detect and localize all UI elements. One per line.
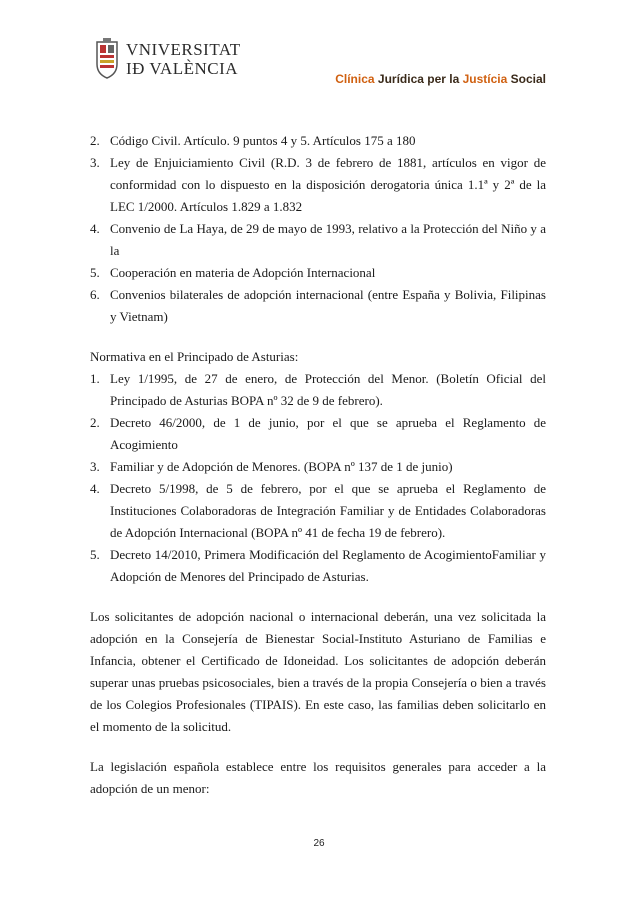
clinic-title-part4: Social xyxy=(507,72,546,86)
list-item xyxy=(90,544,546,588)
list-text: Familiar y de Adopción de Menores. (BOPA nº 137 de 1 de junio) xyxy=(110,459,453,474)
university-logo xyxy=(94,38,241,80)
list-number: 4. xyxy=(90,221,100,236)
list-item xyxy=(90,218,546,262)
list-text: Ley 1/1995, de 27 de enero, de Protección del Menor. (Boletín Oficial del Principado de Asturias BOPA nº 32 de 9 de febrero). xyxy=(110,371,546,408)
list-text: Cooperación en materia de Adopción Internacional xyxy=(110,265,376,280)
spacer xyxy=(90,328,546,346)
list-text: Decreto 5/1998, de 5 de febrero, por el que se aprueba el Reglamento de Instituciones Colaboradoras de Integración Familiar y de Entidades Colaboradoras de Adopción Internacional (BOPA nº 41 de fecha 19 de febrero). xyxy=(110,481,546,540)
clinic-title-part2: Jurídica per la xyxy=(374,72,463,86)
university-name-line2: IÐ VALÈNCIA xyxy=(126,59,239,78)
list-text: Convenios bilaterales de adopción internacional (entre España y Bolivia, Filipinas y Vietnam) xyxy=(110,287,546,324)
spacer xyxy=(90,588,546,606)
section-heading: Normativa en el Principado de Asturias: xyxy=(90,349,299,364)
page-number: 26 xyxy=(313,838,325,849)
list-number: 5. xyxy=(90,265,100,280)
clinic-title-part3: Justícia xyxy=(462,72,508,86)
list-item xyxy=(90,262,546,284)
clinic-title-part1: Clínica xyxy=(335,72,375,86)
list-item xyxy=(90,152,546,218)
list-number: 3. xyxy=(90,155,100,170)
clinic-title xyxy=(335,72,546,86)
list-item xyxy=(90,130,546,152)
list-item xyxy=(90,284,546,328)
list-item xyxy=(90,478,546,544)
list-text: Convenio de La Haya, de 29 de mayo de 1993, relativo a la Protección del Niño y a la xyxy=(110,221,546,258)
list-number: 5. xyxy=(90,547,100,562)
list-text: Ley de Enjuiciamiento Civil (R.D. 3 de febrero de 1881, artículos en vigor de conformidad con lo dispuesto en la disposición derogatoria única 1.1ª y 2ª de la LEC 1/2000. Artículos 1.829 a 1.832 xyxy=(110,155,546,214)
list-text: Decreto 46/2000, de 1 de junio, por el que se aprueba el Reglamento de Acogimiento xyxy=(110,415,546,452)
list-item xyxy=(90,368,546,412)
list-number: 2. xyxy=(90,415,100,430)
list-item xyxy=(90,412,546,456)
spacer xyxy=(90,738,546,756)
paragraph: Los solicitantes de adopción nacional o internacional deberán, una vez solicitada la adopción en la Consejería de Bienestar Social-Instituto Asturiano de Familias e Infancia, obtener el Certificado de Idoneidad. Los solicitantes de adopción deberán superar unas pruebas psicosociales, bien a través de la propia Consejería o bien a través de los Colegios Profesionales (TIPAIS). En este caso, las familias deben solicitarlo en el momento de la solicitud. xyxy=(90,609,546,734)
document-body xyxy=(90,130,546,800)
list-number: 3. xyxy=(90,459,100,474)
university-name xyxy=(126,40,241,78)
list-item xyxy=(90,456,546,478)
list-text: Decreto 14/2010, Primera Modificación del Reglamento de AcogimientoFamiliar y Adopción de Menores del Principado de Asturias. xyxy=(110,547,546,584)
university-crest-icon xyxy=(94,38,120,80)
university-name-line1: VNIVERSITAT xyxy=(126,40,241,59)
paragraph: La legislación española establece entre los requisitos generales para acceder a la adopción de un menor: xyxy=(90,759,546,796)
list-text: Código Civil. Artículo. 9 puntos 4 y 5. Artículos 175 a 180 xyxy=(110,133,416,148)
list-number: 2. xyxy=(90,133,100,148)
list-number: 4. xyxy=(90,481,100,496)
page-header xyxy=(94,38,546,90)
list-number: 6. xyxy=(90,287,100,302)
list-number: 1. xyxy=(90,371,100,386)
